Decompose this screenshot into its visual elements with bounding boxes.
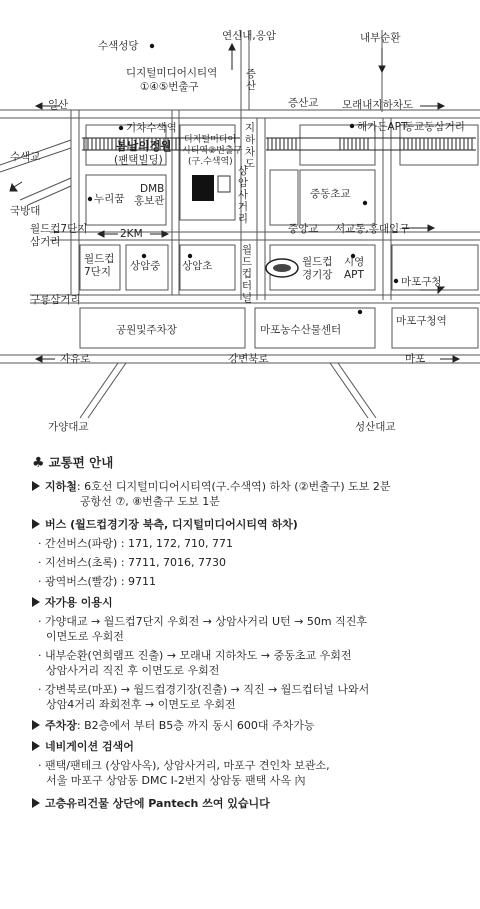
label-gukbangdae: 국방대 bbox=[10, 205, 41, 217]
label-donggyo: 동교동삼거리 bbox=[404, 121, 465, 133]
label-stadium-2: 경기장 bbox=[302, 269, 333, 281]
label-wc7-1: 월드컵 bbox=[84, 253, 115, 265]
label-bonnal: 봄날의정원 bbox=[116, 139, 172, 153]
label-worldcup-tunnel-vertical: 월드컵터널 bbox=[241, 244, 253, 304]
triangle-bullet-icon bbox=[32, 519, 40, 529]
triangle-bullet-icon bbox=[32, 720, 40, 730]
transport-info bbox=[32, 455, 472, 811]
triangle-bullet-icon bbox=[32, 481, 40, 491]
parking-label: 주차장 bbox=[45, 719, 77, 732]
subway-label: 지하철 bbox=[45, 480, 77, 493]
label-siyeong-1: 시영 bbox=[344, 256, 365, 268]
label-seongsan: 성산대교 bbox=[355, 421, 396, 433]
info-title-row bbox=[32, 455, 472, 471]
label-gicha-susaek: 기차수색역 bbox=[126, 122, 177, 134]
label-sangam-middle: 상암중 bbox=[130, 260, 161, 272]
parking-section bbox=[32, 718, 472, 733]
club-icon: ♣ bbox=[32, 455, 45, 471]
label-wc7-2: 7단지 bbox=[84, 266, 111, 278]
label-jeungsangyo: 증산교 bbox=[288, 97, 319, 109]
info-title: 교통편 안내 bbox=[48, 455, 114, 470]
label-mapo-office: 마포구청 bbox=[401, 276, 442, 288]
label-park: 공원및주차장 bbox=[116, 324, 177, 336]
parking-text: : B2층에서 부터 B5층 까지 동시 600대 주차가능 bbox=[76, 719, 315, 732]
pantech-building bbox=[192, 175, 214, 201]
label-haegaheun: 해가든APT bbox=[357, 121, 408, 133]
label-seogyo: 서교동,홍대입구 bbox=[335, 223, 410, 235]
subway-text: : 6호선 디지털미디어시티역(구.수색역) 하차 (②번출구) 도보 2분 bbox=[76, 480, 391, 493]
triangle-bullet-icon bbox=[32, 741, 40, 751]
label-dmc-box-2: 시티역②번출구 bbox=[182, 146, 243, 156]
navi-line: 서울 마포구 상암동 DMC I-2번지 상암동 팬택 사옥 內 bbox=[46, 774, 306, 787]
subway-text-2: 공항선 ⑦, ⑧번출구 도보 1분 bbox=[80, 495, 220, 508]
label-dmc-station: 디지털미디어시티역 bbox=[126, 67, 218, 79]
navi-label: 네비게이션 검색어 bbox=[45, 740, 134, 753]
label-jayuro: 자유로 bbox=[60, 353, 91, 365]
car-line: 상암사거리 직진 후 이면도로 우회전 bbox=[46, 664, 220, 677]
bus-section bbox=[32, 517, 472, 532]
label-jeungsan-vertical: 증산 bbox=[245, 68, 257, 92]
label-dmb-hall: 홍보관 bbox=[134, 195, 165, 207]
car-line: · 강변북로(마포) → 월드컵경기장(진출) → 직진 → 월드컵터널 나와서 bbox=[38, 683, 370, 696]
final-note-section bbox=[32, 796, 472, 811]
label-gayang: 가양대교 bbox=[48, 421, 89, 433]
triangle-bullet-icon bbox=[32, 597, 40, 607]
label-nurikkum: 누리꿈 bbox=[94, 193, 125, 205]
label-worldcup-7danji-sam: 월드컵7단지 bbox=[30, 223, 88, 235]
final-note: 고층유리건물 상단에 Pantech 쓰여 있습니다 bbox=[45, 797, 270, 810]
label-yeonsinnae: 연신내,응암 bbox=[222, 30, 277, 42]
label-jungdong-school: 중동초교 bbox=[310, 188, 351, 200]
label-samgeori: 삼거리 bbox=[30, 236, 61, 248]
navi-line: · 팬택/팬테크 (상암사옥), 상암사거리, 마포구 견인차 보관소, bbox=[38, 759, 330, 772]
label-sangam-sageori-vertical: 상암사거리 bbox=[237, 165, 249, 225]
navi-section bbox=[32, 739, 472, 754]
car-section bbox=[32, 595, 472, 610]
label-exit-145: ①④⑤번출구 bbox=[140, 81, 199, 93]
label-mapo-market: 마포농수산물센터 bbox=[260, 324, 342, 336]
bus-sub: (월드컵경기장 북측, 디지털미디어시티역 하차) bbox=[70, 518, 298, 531]
car-label: 자가용 이용시 bbox=[45, 596, 113, 609]
car-line: · 내부순환(연희램프 진출) → 모래내 지하차도 → 중동초교 우회전 bbox=[38, 649, 352, 662]
car-line: 상암4거리 좌회전후 → 이면도로 우회전 bbox=[46, 698, 236, 711]
car-line: 이면도로 우회전 bbox=[46, 630, 124, 643]
label-guryong: 구룡삼거리 bbox=[30, 294, 81, 306]
label-dmc-box-1: 디지털미디어 bbox=[184, 135, 237, 145]
label-dmb: DMB bbox=[140, 183, 165, 195]
label-pantech-building: (팬택빌딩) bbox=[114, 154, 163, 166]
car-line: · 가양대교 → 월드컵7단지 우회전 → 상암사거리 U턴 → 50m 직진후 bbox=[38, 615, 368, 628]
label-susaek-church: 수색성당 bbox=[98, 40, 139, 52]
triangle-bullet-icon bbox=[32, 798, 40, 808]
label-2km: 2KM bbox=[120, 228, 143, 240]
label-sangam-elem: 상암초 bbox=[182, 260, 213, 272]
label-ilsan: 일산 bbox=[48, 99, 69, 111]
bus-label: 버스 bbox=[45, 518, 67, 531]
label-jiha-vertical: 지하차도 bbox=[244, 122, 256, 170]
label-naebusunhwan: 내부순환 bbox=[360, 32, 401, 44]
label-moraenae: 모래내지하차도 bbox=[342, 99, 414, 111]
label-siyeong-2: APT bbox=[344, 269, 364, 281]
bus-line: · 간선버스(파랑) : 171, 172, 710, 771 bbox=[38, 537, 233, 550]
label-susaekgyo: 수색교 bbox=[10, 151, 41, 163]
label-gangbyeon: 강변북로 bbox=[228, 353, 269, 365]
bus-line: · 지선버스(초록) : 7711, 7016, 7730 bbox=[38, 556, 226, 569]
subway-section bbox=[32, 479, 472, 494]
label-stadium-1: 월드컵 bbox=[302, 256, 333, 268]
label-dmc-box-3: (구.수색역) bbox=[188, 157, 233, 167]
bus-line: · 광역버스(빨강) : 9711 bbox=[38, 575, 157, 588]
label-jungang: 중앙교 bbox=[288, 223, 319, 235]
label-mapo-station: 마포구청역 bbox=[396, 315, 447, 327]
label-mapo: 마포 bbox=[405, 353, 426, 365]
